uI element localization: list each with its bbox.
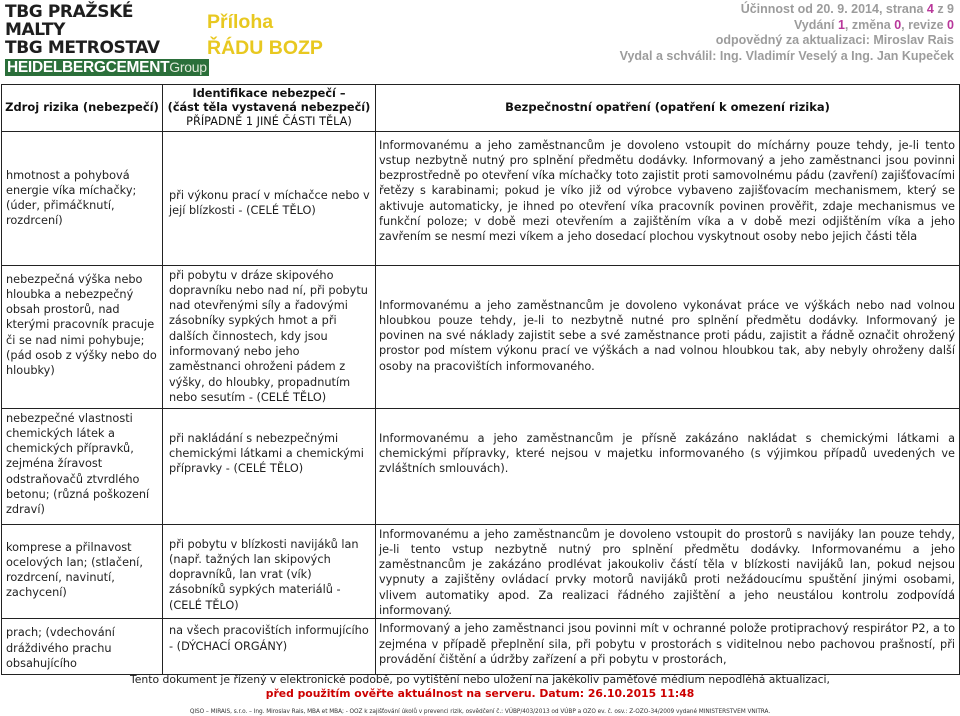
logo-group: Group (169, 59, 207, 75)
table-row (2, 619, 960, 675)
risk-source-cell: nebezpečná výška nebo hloubka a nebezpečný obsah prostorů, nad kterými pracovník pracuje či se nad nimi pohybuje; (pád osob z výšky nebo do hloubky) (2, 265, 163, 408)
logo-cement: CEMENT (105, 59, 170, 76)
footer-verify-notice: před použitím ověřte aktuálnost na serveru. Datum: 26.10.2015 11:48 (265, 687, 695, 700)
issue-info (620, 18, 954, 34)
table-row (2, 265, 960, 408)
measures-cell: Informovaný a jeho zaměstnanci jsou povinni mít v ochranné polože protiprachový respirátor P2, a to zejména v případě přeplnění sila, při pobytu v prostorách s viditelnou nebo pachovou prašností, při provádění čištění a údržby zařízení a při pobytu v prostorách, (376, 619, 960, 675)
responsible-person: odpovědný za aktualizaci: Miroslav Rais (715, 33, 954, 47)
identification-cell: při výkonu prací v míchačce nebo v její blízkosti - (CELÉ TĚLO) (163, 131, 376, 265)
effective-date (620, 2, 954, 18)
footer-notice: Tento dokument je řízený v elektronické podobě, po vytištění nebo uložení na jakékoliv paměťové médium nepodléhá aktualizaci, (130, 673, 830, 686)
title-line-1: Příloha (207, 11, 274, 33)
document-title (207, 9, 323, 61)
document-header (0, 0, 960, 76)
risk-table (1, 84, 960, 675)
document-footer (0, 673, 960, 716)
effective-prefix: Účinnost od 20. 9. 2014, strana (740, 2, 927, 16)
issued-by: Vydal a schválil: Ing. Vladimír Veselý a Ing. Jan Kupeček (619, 48, 954, 63)
page-current: 4 (926, 2, 934, 16)
company-logo (5, 2, 207, 76)
table-row (2, 524, 960, 619)
measures-cell: Informovanému a jeho zaměstnancům je dovoleno vstoupit do prostorů s navijáky lan pouze tehdy, je-li tento vstup nezbytně nutný pro splnění předmětu dodávky. Informovanému a jeho zaměstnancům je zakázáno prodlévat jakoukoliv částí těla v blízkosti navijáků lan, pokud nejsou vypnuty a zajištěny ovládací prvky motorů navijáků proti nežádoucímu spuštění jinými osobami, vlivem automatiky apod. Za realizaci řádného zajištění a jeho neustálou kontrolu zodpovídá informovaný. (376, 524, 960, 619)
document-meta (620, 2, 954, 64)
table-row (2, 408, 960, 524)
revision-number: 0 (947, 17, 954, 32)
revision-prefix: , revize (901, 17, 948, 32)
issue-number: 1 (837, 17, 845, 32)
page-of: z (933, 2, 948, 16)
identification-cell: při pobytu v dráze skipového dopravníku nebo nad ní, při pobytu nad otevřenými síly a řadovými zásobníky sypkých hmot a při dalších činnostech, kdy jsou informovaný nebo jeho zaměstnanci ohroženi pádem z výšky, do hloubky, propadnutím nebo sesutím - (CELÉ TĚLO) (163, 265, 376, 408)
identification-cell: na všech pracovištích informujícího - (DÝCHACÍ ORGÁNY) (163, 619, 376, 675)
header-hazard-identification (163, 85, 376, 132)
issue-prefix: Vydání (793, 17, 838, 32)
logo-heidelberg: HEIDELBERG (7, 59, 106, 76)
logo-line-1: TBG PRAŽSKÉ MALTY (5, 2, 134, 40)
table-header-row (2, 85, 960, 132)
table-row (2, 131, 960, 265)
risk-source-cell: prach; (vdechování dráždivého prachu obsahujícího (2, 619, 163, 675)
header-safety-measures: Bezpečnostní opatření (opatření k omezení rizika) (376, 85, 960, 132)
measures-cell: Informovanému a jeho zaměstnancům je přísně zakázáno nakládat s chemickými látkami a chemickými přípravky, které nejsou v majetku informovaného (s výjimkou případů uvedených ve zvláštních smlouvách). (376, 408, 960, 524)
title-line-2: ŘÁDU BOZP (207, 37, 323, 59)
header-risk-source: Zdroj rizika (nebezpečí) (2, 85, 163, 132)
change-prefix: , změna (844, 17, 895, 32)
risk-source-cell: nebezpečné vlastnosti chemických látek a chemických přípravků, zejména žíravost odstraňovačů ztvrdlého betonu; (různá poškození zdraví) (2, 408, 163, 524)
logo-line-2: TBG METROSTAV (5, 38, 160, 58)
measures-cell: Informovanému a jeho zaměstnancům je dovoleno vykonávat práce ve výškách nebo nad volnou hloubkou pouze tehdy, je-li to nezbytně nutné pro splnění předmětu dodávky. Informovaný je povinen na své náklady zajistit sebe a své zaměstnance proti pádu, zajistit a řádně označit ohrožený prostor pod místem výkonu prací ve výškách a nad volnou hloubkou tak, aby nebyly ohroženy další osoby na pracovištích informovaného. (376, 265, 960, 408)
identification-cell: při pobytu v blízkosti navijáků lan (např. tažných lan skipových dopravníků, lan vrat (vík) zásobníků sypkých materiálů - (CELÉ TĚLO) (163, 524, 376, 619)
risk-source-cell: komprese a přilnavost ocelových lan; (stlačení, rozdrcení, navinutí, zachycení) (2, 524, 163, 619)
risk-source-cell: hmotnost a pohybová energie víka míchačky; (úder, přimáčknutí, rozdrcení) (2, 131, 163, 265)
header-col2-line1: Identifikace nebezpečí – (192, 87, 346, 100)
header-col2-line3: PŘÍPADNĚ 1 JINÉ ČÁSTI TĚLA) (186, 115, 352, 128)
change-number: 0 (894, 17, 902, 32)
measures-cell: Informovanému a jeho zaměstnancům je dovoleno vstoupit do míchárny pouze tehdy, je-li tento vstup nezbytně nutný pro splnění předmětu dodávky. Informovaný a jeho zaměstnanci jsou povinni bezprostředně po otevření víka míchačky toto zajistit proti samovolnému pádu (zavření) zajišťovacími řetězy s karabinami; pokud je víko již od výrobce vybaveno zajišťovacím mechanismem, který se aktivuje automaticky, je ihned po otevření víka pracovník povinen prověřit, zdaje mechanismus ve funkční poloze; v době mezi otevřením a zajištěním víka a v době mezi odjištěním víka a jeho zavřením se nesmí mezi víkem a jeho dosedací plochou vyskytnout osoby nebo jejich části těla (376, 131, 960, 265)
logo-line-3 (5, 59, 209, 76)
identification-cell: při nakládání s nebezpečnými chemickými látkami a chemickými přípravky - (CELÉ TĚLO) (163, 408, 376, 524)
header-col2-line2: (část těla vystavená nebezpečí) (167, 100, 371, 114)
page-total: 9 (947, 2, 954, 16)
footer-small-print: QISO – MIRAIS, s.r.o. – Ing. Miroslav Rais, MBA et MBA; - OOZ k zajišťování úkolů v prevenci rizik, osvědčení č.: VÚBP/403/2013 od VÚBP a OZO ev. č. osv.: Z-OZO-34/2009 vydané MINISTERSTVEM VNITRA. (189, 709, 771, 715)
